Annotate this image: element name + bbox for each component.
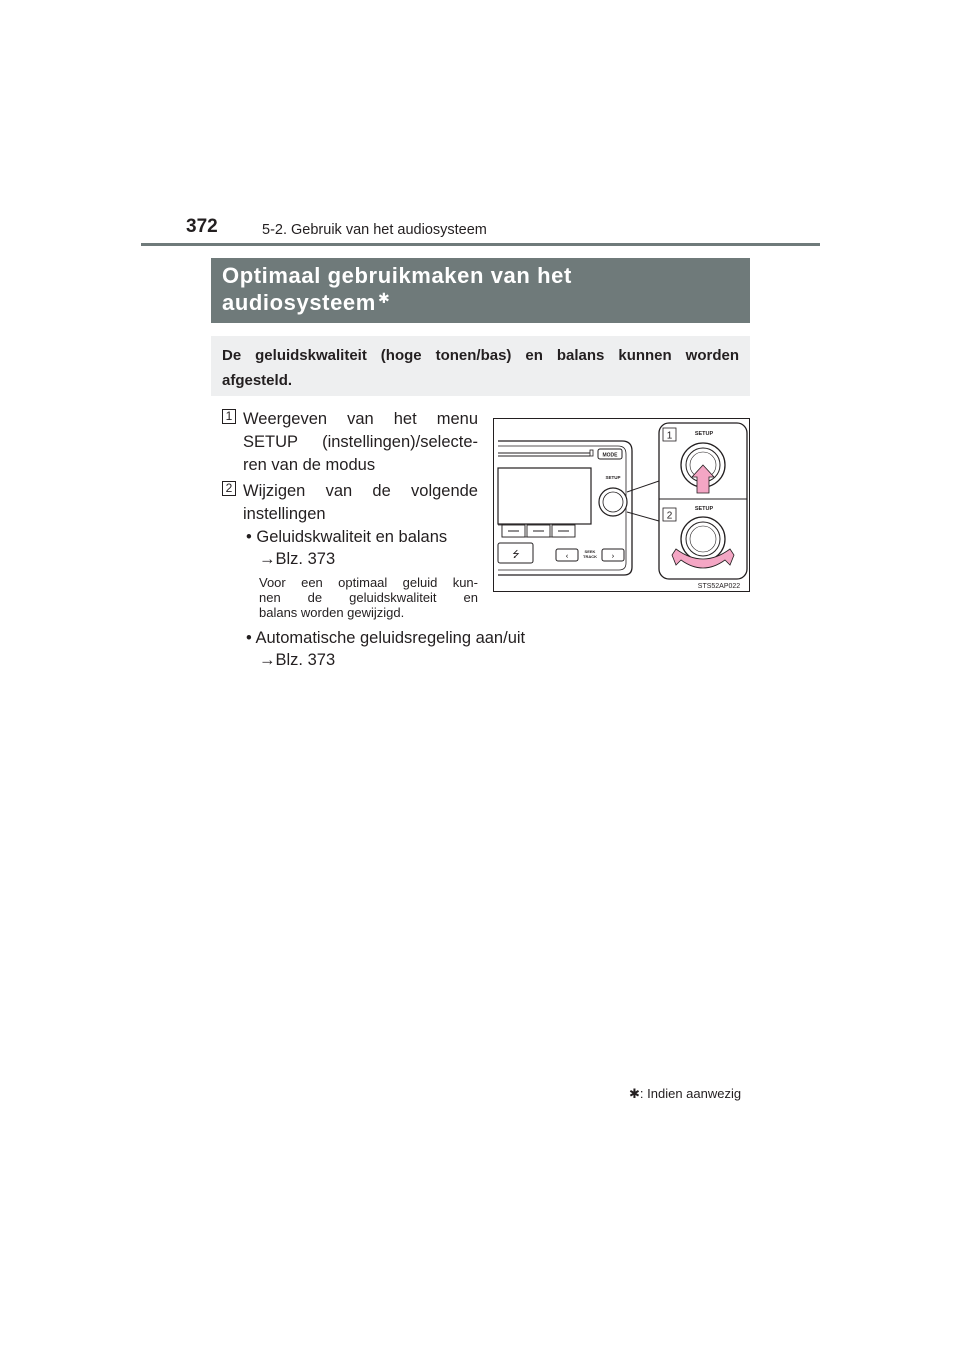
item-2-line-1: Wijzigen van de volgende bbox=[243, 482, 478, 500]
asterisk-icon: ✱ bbox=[629, 1086, 640, 1101]
item-1-line-3: ren van de modus bbox=[243, 456, 376, 474]
item-1-line-2: SETUP (instellingen)/selecte- bbox=[243, 433, 478, 451]
header-rule bbox=[141, 243, 820, 246]
note-line-3: balans worden gewijzigd. bbox=[259, 605, 405, 620]
bullet-2-reference: →Blz. 373 bbox=[259, 651, 336, 669]
running-header: 5-2. Gebruik van het audiosysteem bbox=[262, 222, 487, 238]
eject-icon bbox=[590, 450, 593, 456]
bullet-1-text: • Geluidskwaliteit en balans bbox=[246, 528, 448, 546]
callout-2-marker: 2 bbox=[666, 510, 673, 522]
page-number: 372 bbox=[186, 216, 218, 237]
audio-panel-illustration bbox=[493, 418, 750, 592]
item-1-line-1: Weergeven van het menu bbox=[243, 410, 478, 428]
footnote-text: : Indien aanwezig bbox=[639, 1086, 742, 1101]
callout-1-setup-label: SETUP bbox=[694, 431, 714, 437]
usb-icon: ⭍ bbox=[512, 550, 520, 560]
audio-panel-svg bbox=[494, 419, 749, 591]
chevron-right-icon: › bbox=[611, 551, 615, 561]
bullet-2-text: • Automatische geluidsregeling aan/uit bbox=[246, 629, 526, 647]
figure-code: STS52AP022 bbox=[697, 583, 741, 590]
callout-2-knob-inner bbox=[686, 522, 720, 556]
note-text bbox=[259, 575, 478, 620]
intro-box: De geluidskwaliteit (hoge tonen/bas) en balans kunnen worden afgesteld. bbox=[211, 336, 750, 396]
setup-knob-inner bbox=[603, 492, 623, 512]
note-line-2: nen de geluidskwaliteit en bbox=[259, 590, 478, 605]
display-screen bbox=[498, 468, 591, 524]
footnote bbox=[629, 1086, 741, 1102]
setup-label-small: SETUP bbox=[605, 475, 621, 480]
item-2-marker: 2 bbox=[222, 481, 236, 496]
item-1-marker: 1 bbox=[222, 409, 236, 424]
track-label: TRACK bbox=[583, 554, 597, 559]
callout-2-setup-label: SETUP bbox=[694, 506, 714, 512]
section-title-line-1: Optimaal gebruikmaken van het bbox=[222, 263, 572, 288]
callout-1-marker: 1 bbox=[666, 430, 673, 442]
chevron-left-icon: ‹ bbox=[565, 551, 569, 561]
section-title-line-2-text: audiosysteem bbox=[222, 290, 376, 315]
section-title bbox=[211, 258, 750, 323]
item-2-line-2: instellingen bbox=[243, 505, 326, 523]
section-title-line-2 bbox=[222, 289, 750, 316]
bullet-1-reference: →Blz. 373 bbox=[259, 550, 336, 568]
mode-label: MODE bbox=[602, 452, 618, 459]
asterisk-icon: ✱ bbox=[377, 290, 391, 306]
seek-label: SEEK bbox=[584, 549, 596, 554]
note-line-1: Voor een optimaal geluid kun- bbox=[259, 575, 478, 590]
